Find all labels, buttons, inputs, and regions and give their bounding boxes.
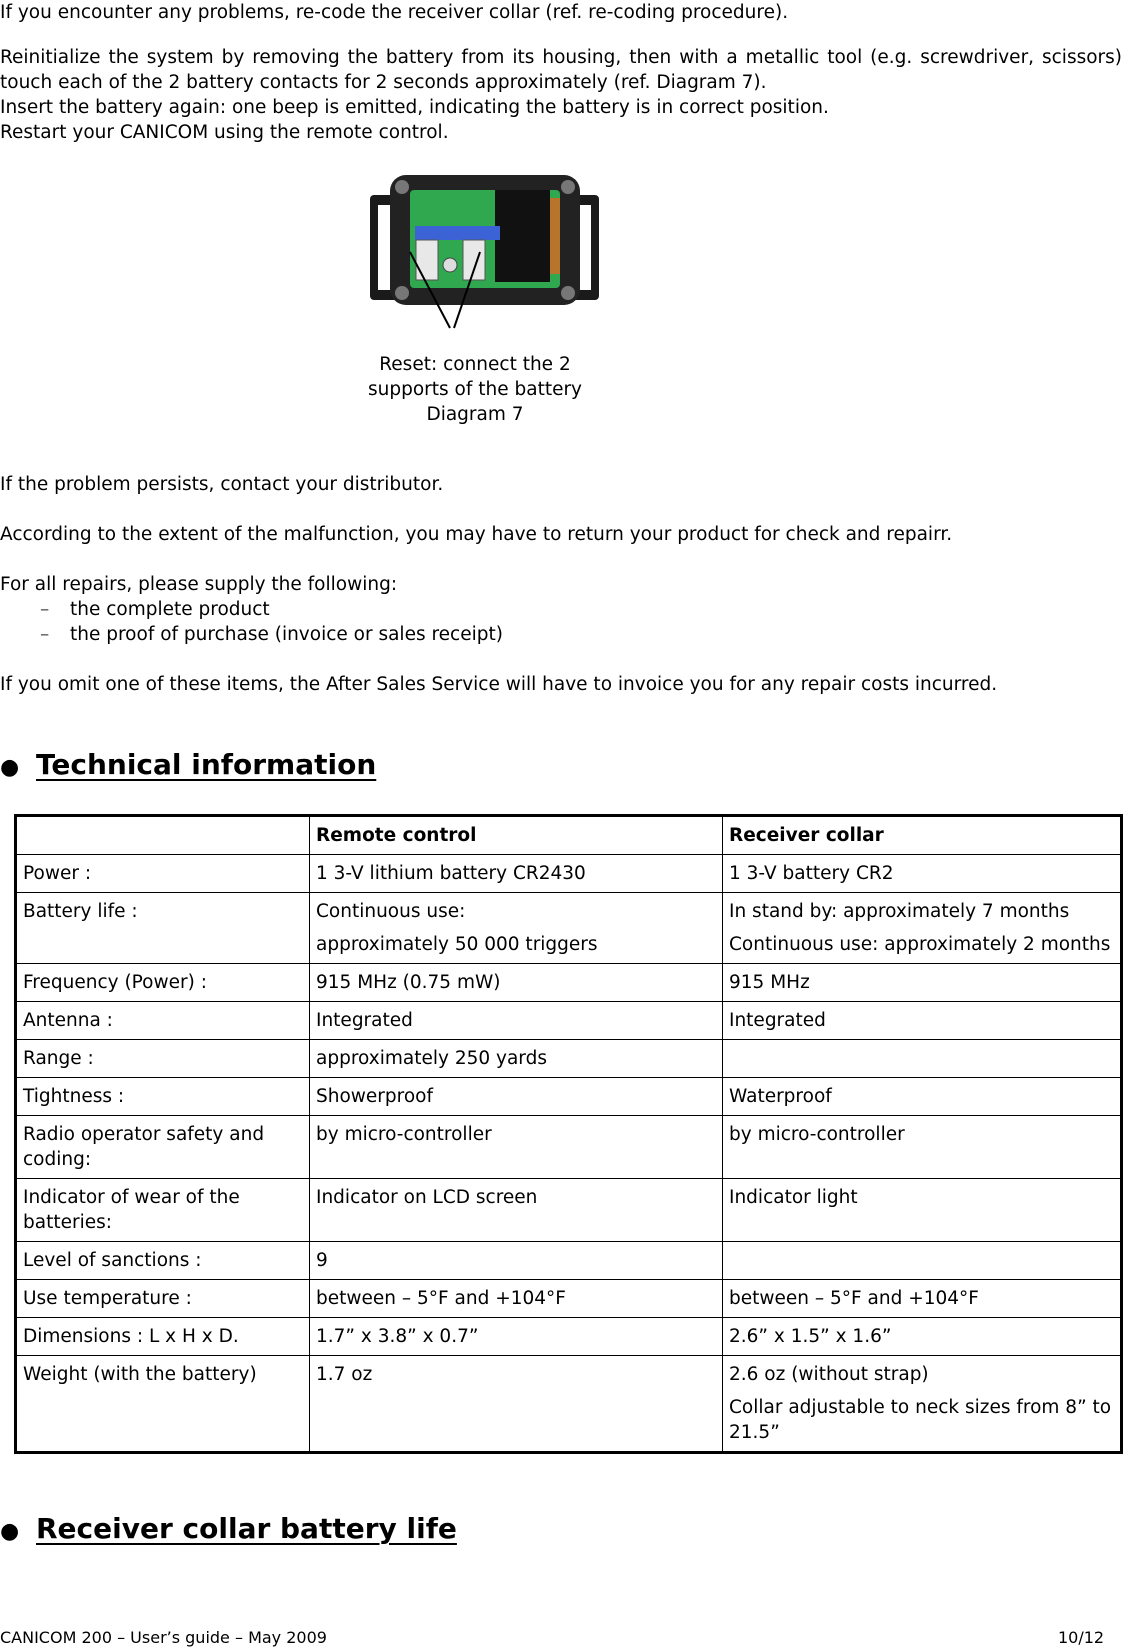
- table-header-row: [16, 816, 1122, 855]
- intro-recode-paragraph: If you encounter any problems, re-code the receiver collar (ref. re-coding procedure).: [0, 2, 789, 23]
- restart-paragraph: Restart your CANICOM using the remote control.: [0, 122, 449, 143]
- battery-contact-right: [463, 240, 485, 280]
- extent-paragraph: According to the extent of the malfunction, you may have to return your product for check and repairr.: [0, 524, 953, 545]
- table-row: Range : approximately 250 yards: [16, 1040, 1122, 1078]
- table-row: Radio operator safety and coding: by micro-controller by micro-controller: [16, 1116, 1122, 1179]
- table-header-cell: Receiver collar: [723, 816, 1122, 855]
- list-item: – the proof of purchase (invoice or sales receipt): [40, 624, 503, 645]
- table-row: Antenna : Integrated Integrated: [16, 1002, 1122, 1040]
- caption-line: supports of the battery: [367, 379, 583, 400]
- footer-title: CANICOM 200 – User’s guide – May 2009: [0, 1628, 327, 1647]
- heading-bullet: ●: [0, 1519, 20, 1544]
- table-row: Frequency (Power) : 915 MHz (0.75 mW) 915 MHz: [16, 964, 1122, 1002]
- heading-bullet: ●: [0, 755, 20, 780]
- screw-icon: [561, 180, 575, 194]
- intro-reinitialize-block: [0, 45, 1122, 145]
- diagram-7-caption: [330, 352, 620, 427]
- dash-bullet: –: [40, 624, 50, 645]
- table-row: Weight (with the battery) 1.7 oz 2.6 oz (without strap) Collar adjustable to neck sizes from 8” to 21.5”: [16, 1356, 1122, 1453]
- battery-compartment: [495, 190, 550, 282]
- table-row: Power : 1 3-V lithium battery CR2430 1 3-V battery CR2: [16, 855, 1122, 893]
- table-row: Dimensions : L x H x D. 1.7” x 3.8” x 0.7” 2.6” x 1.5” x 1.6”: [16, 1318, 1122, 1356]
- table-row: Battery life : Continuous use: approximately 50 000 triggers In stand by: approximately 7 months Continuous use: approximately 2 months: [16, 893, 1122, 964]
- battery-contact-left: [416, 240, 438, 280]
- table-row: Indicator of wear of the batteries: Indicator on LCD screen Indicator light: [16, 1179, 1122, 1242]
- screw-icon: [561, 286, 575, 300]
- table-row: Level of sanctions : 9: [16, 1242, 1122, 1280]
- persist-paragraph: If the problem persists, contact your distributor.: [0, 474, 444, 495]
- table-header-cell: [16, 816, 310, 855]
- table-row: Tightness : Showerproof Waterproof: [16, 1078, 1122, 1116]
- caption-line: Reset: connect the 2: [379, 354, 571, 375]
- diagram-label: Diagram 7: [426, 404, 524, 425]
- diagram-7-collar-illustration: [370, 170, 600, 350]
- technical-specs-table: [14, 814, 1123, 1454]
- reinitialize-paragraph: Reinitialize the system by removing the battery from its housing, then with a metallic tool (e.g. screwdriver, scissors) touch each of the 2 battery contacts for 2 seconds approximately (ref. Diagram 7).: [0, 47, 1122, 93]
- list-item: – the complete product: [40, 599, 270, 620]
- repair-items-list: [0, 597, 1122, 647]
- technical-information-heading: ● Technical information: [0, 748, 376, 785]
- screw-icon: [395, 286, 409, 300]
- dash-bullet: –: [40, 599, 50, 620]
- battery-life-heading: ● Receiver collar battery life: [0, 1512, 457, 1549]
- omit-paragraph: If you omit one of these items, the After Sales Service will have to invoice you for any repair costs incurred.: [0, 674, 998, 695]
- table-header-cell: Remote control: [310, 816, 723, 855]
- repair-requirements: [0, 572, 1122, 647]
- supply-paragraph: For all repairs, please supply the following:: [0, 574, 398, 595]
- page-number: 10/12: [1058, 1628, 1105, 1647]
- screw-icon: [395, 180, 409, 194]
- insert-battery-paragraph: Insert the battery again: one beep is emitted, indicating the battery is in correct position.: [0, 97, 829, 118]
- table-row: Use temperature : between – 5°F and +104°F between – 5°F and +104°F: [16, 1280, 1122, 1318]
